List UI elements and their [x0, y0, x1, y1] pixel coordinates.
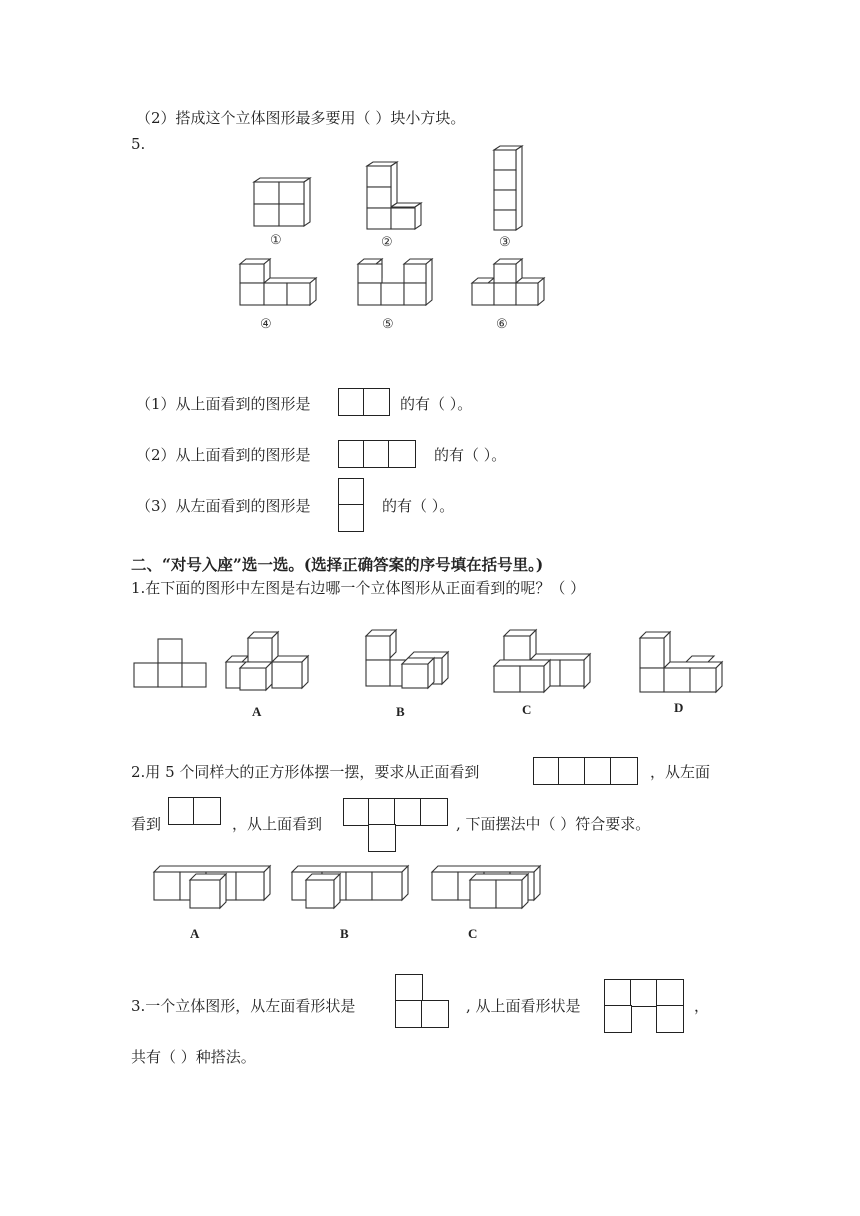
q4-part2-text: （2）搭成这个立体图形最多要用（ ）块小方块。 — [136, 109, 466, 127]
s2-q3-line1-suffix: ， — [694, 997, 710, 1015]
s2-q2-option-b — [288, 864, 412, 944]
q5-part3-prefix: （3）从左面看到的图形是 — [136, 497, 311, 515]
s2-q2-top-view — [343, 798, 451, 852]
s2-q1-option-label-d: D — [674, 700, 684, 715]
s2-q2-option-c — [428, 864, 552, 944]
q5-part2-prefix: （2）从上面看到的图形是 — [136, 446, 311, 464]
q5-part3-view-shape — [338, 478, 364, 532]
s2-q1-option-d — [636, 632, 732, 722]
s2-q1-text: 1.在下面的图形中左图是右边哪一个立体图形从正面看到的呢？（ ） — [131, 579, 586, 597]
s2-q1-front-view — [133, 637, 213, 691]
q5-figure-1 — [250, 178, 320, 248]
q5-figure-3 — [490, 146, 530, 250]
q5-figure-label-3: ③ — [499, 234, 511, 249]
s2-q3-line2: 共有（ ）种搭法。 — [131, 1048, 256, 1066]
s2-q2-option-label-a: A — [190, 926, 200, 941]
section2-heading: 二、“对号入座”选一选。(选择正确答案的序号填在括号里。) — [131, 555, 544, 574]
s2-q1-option-label-b: B — [396, 704, 405, 719]
q5-part2-view-shape — [338, 440, 418, 468]
s2-q2-line2-c: , 下面摆法中（ ）符合要求。 — [456, 815, 651, 833]
s2-q2-option-label-c: C — [468, 926, 478, 941]
s2-q1-option-a — [222, 630, 318, 722]
q5-part2-suffix: 的有（ ）。 — [434, 446, 507, 464]
q5-figure-5 — [354, 256, 444, 332]
q5-number: 5. — [131, 135, 146, 153]
s2-q2-line1-prefix: 2.用 5 个同样大的正方形体摆一摆，要求从正面看到 — [131, 763, 480, 781]
s2-q3-line1-mid: , 从上面看形状是 — [466, 997, 581, 1015]
s2-q2-option-a — [150, 864, 274, 944]
q5-figure-2 — [363, 162, 433, 248]
q5-figure-label-2: ② — [381, 234, 393, 249]
q5-figure-4 — [236, 256, 326, 332]
s2-q3-line1-prefix: 3.一个立体图形，从左面看形状是 — [131, 997, 356, 1015]
q5-part1-view-shape — [338, 388, 392, 416]
q5-figure-label-5: ⑤ — [382, 316, 394, 331]
s2-q2-left-view — [168, 797, 222, 825]
q5-figure-label-4: ④ — [260, 316, 272, 331]
s2-q1-option-label-a: A — [252, 704, 262, 719]
q5-part3-suffix: 的有（ ）。 — [382, 497, 455, 515]
s2-q1-option-c — [490, 628, 600, 722]
s2-q2-line2-b: ，从上面看到 — [232, 815, 323, 833]
s2-q3-left-view — [395, 974, 449, 1028]
s2-q2-option-label-b: B — [340, 926, 349, 941]
q5-figure-label-6: ⑥ — [496, 316, 508, 331]
q5-part1-suffix: 的有（ ）。 — [400, 395, 473, 413]
q5-part1-prefix: （1）从上面看到的图形是 — [136, 395, 311, 413]
s2-q2-line1-suffix: ，从左面 — [650, 763, 711, 781]
s2-q3-top-view — [604, 979, 686, 1033]
s2-q1-option-b — [362, 630, 458, 722]
s2-q2-line2-a: 看到 — [131, 815, 162, 833]
q5-figure-6 — [468, 258, 558, 332]
q5-figure-label-1: ① — [270, 232, 282, 247]
s2-q1-option-label-c: C — [522, 702, 532, 717]
s2-q2-front-view — [533, 757, 639, 785]
